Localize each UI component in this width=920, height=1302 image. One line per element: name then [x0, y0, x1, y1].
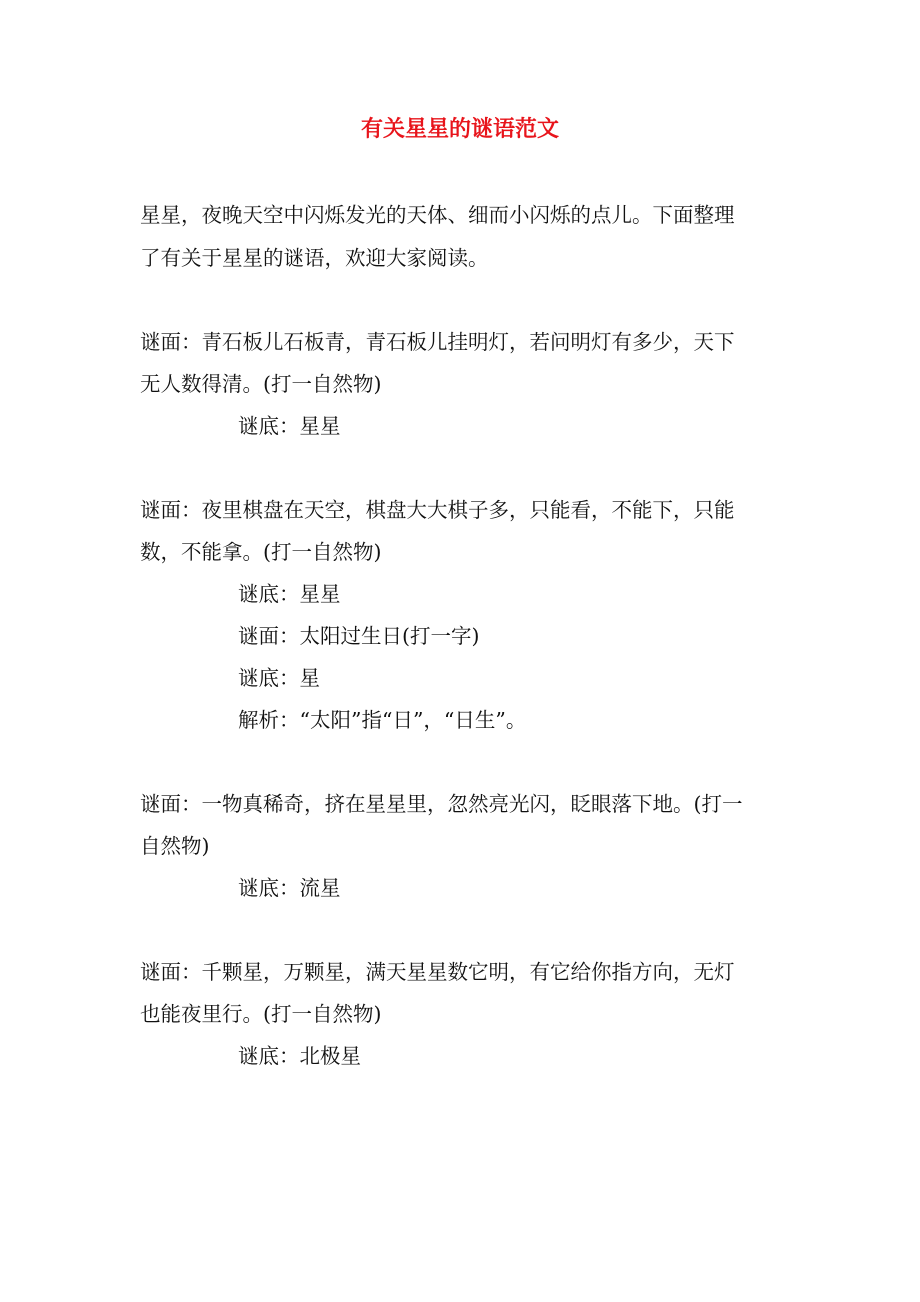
riddle-answer: 谜底：星星 [238, 414, 341, 438]
riddle-answer: 谜底：北极星 [238, 1044, 361, 1068]
riddle-question: 谜面：夜里棋盘在天空，棋盘大大棋子多，只能看，不能下，只能 [140, 498, 735, 522]
riddle-explanation: 解析：“太阳”指“日”，“日生”。 [238, 708, 527, 732]
riddle-question: 也能夜里行。(打一自然物) [140, 1002, 382, 1026]
page-title: 有关星星的谜语范文 [360, 117, 559, 142]
intro-line: 星星，夜晚天空中闪烁发光的天体、细而小闪烁的点儿。下面整理 [140, 203, 735, 227]
riddle-question: 谜面：千颗星，万颗星，满天星星数它明，有它给你指方向，无灯 [140, 960, 735, 984]
riddle-question: 谜面：太阳过生日(打一字) [238, 624, 480, 648]
riddle-question: 无人数得清。(打一自然物) [140, 372, 382, 396]
riddle-question: 数，不能拿。(打一自然物) [140, 540, 382, 564]
intro-line: 了有关于星星的谜语，欢迎大家阅读。 [140, 246, 489, 270]
riddle-question: 谜面：一物真稀奇，挤在星星里，忽然亮光闪，眨眼落下地。(打一 [140, 792, 743, 816]
riddle-answer: 谜底：星 [238, 666, 320, 690]
riddle-question: 自然物) [140, 834, 210, 858]
riddle-answer: 谜底：流星 [238, 876, 341, 900]
riddle-question: 谜面：青石板儿石板青，青石板儿挂明灯，若问明灯有多少，天下 [140, 330, 735, 354]
riddle-answer: 谜底：星星 [238, 582, 341, 606]
